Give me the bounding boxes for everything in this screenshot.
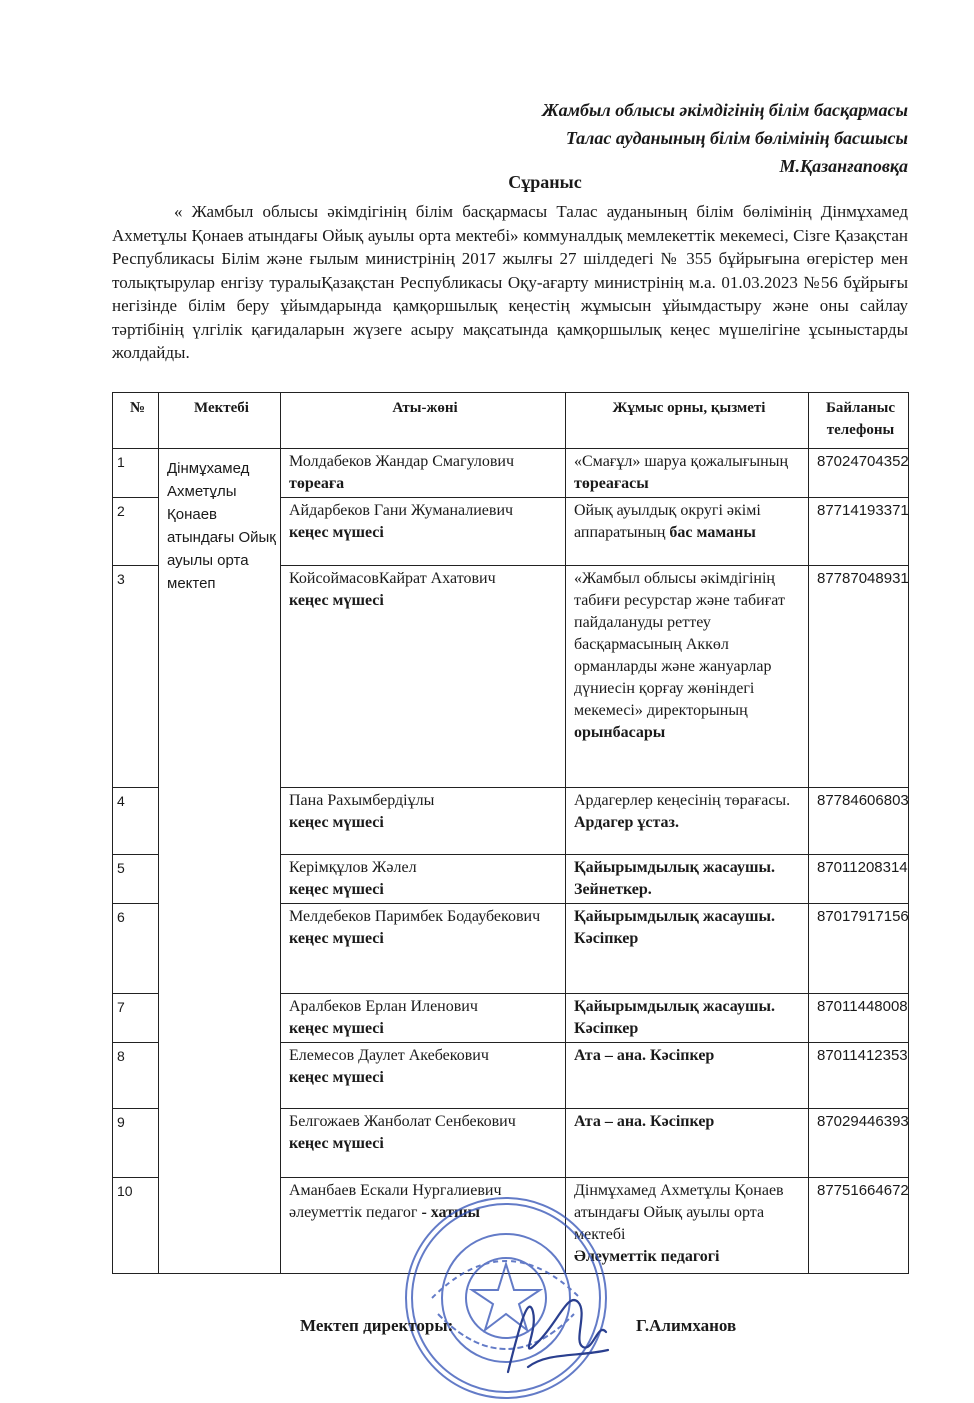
member-cell <box>281 498 566 566</box>
header-name: Аты-жөні <box>281 393 566 449</box>
member-name: Молдабеков Жандар Смагулович <box>289 453 515 470</box>
member-role: кеңес мүшесі <box>289 814 384 831</box>
member-cell <box>281 855 566 904</box>
director-label: Мектеп директоры: <box>300 1316 454 1335</box>
work-bold: Қайырымдылық жасаушы. Кәсіпкер <box>574 998 775 1037</box>
member-name: Мелдебеков Паримбек Бодаубекович <box>289 908 541 925</box>
header-phone: Байланыс телефоны <box>809 393 909 449</box>
work-cell <box>566 1109 809 1178</box>
row-number: 5 <box>113 855 159 904</box>
phone-cell: 87017917156 <box>809 904 909 994</box>
row-number: 7 <box>113 994 159 1043</box>
work-cell <box>566 904 809 994</box>
phone-cell: 87787048931 <box>809 566 909 788</box>
document-title: Сұраныс <box>508 172 582 192</box>
work-text: «Жамбыл облысы әкімдігінің табиғи ресурстар және табиғат пайдалануды реттеу басқармасының Аккөл орманларды және жануарлар дүниесін қорғау жөніндегі мекемесі» директорының <box>574 570 785 719</box>
row-number: 9 <box>113 1109 159 1178</box>
work-bold: төреағасы <box>574 475 649 492</box>
work-bold: Ардагер ұстаз. <box>574 814 679 831</box>
phone-cell: 87029446393 <box>809 1109 909 1178</box>
work-cell <box>566 449 809 498</box>
phone-cell: 87784606803 <box>809 788 909 855</box>
member-role: кеңес мүшесі <box>289 592 384 609</box>
work-bold: Әлеуметтік педагогі <box>574 1248 720 1265</box>
member-name: Аманбаев Ескали Нургалиевич әлеуметтік педагог <box>289 1182 502 1221</box>
addressee-line-2: Талас ауданының білім бөлімінің басшысы <box>565 128 908 148</box>
row-number: 8 <box>113 1043 159 1109</box>
work-bold: бас маманы <box>669 524 756 541</box>
work-cell <box>566 1043 809 1109</box>
phone-cell: 87011412353 <box>809 1043 909 1109</box>
work-text: Дінмұхамед Ахметұлы Қонаев атындағы Ойық ауылы орта мектебі <box>574 1182 784 1243</box>
member-cell <box>281 994 566 1043</box>
phone-cell: 87011448008 <box>809 994 909 1043</box>
phone-cell: 87751664672 <box>809 1178 909 1274</box>
handwritten-signature-icon <box>488 1272 618 1382</box>
work-bold: Қайырымдылық жасаушы. Зейнеткер. <box>574 859 775 898</box>
member-cell <box>281 788 566 855</box>
row-number: 10 <box>113 1178 159 1274</box>
row-number: 3 <box>113 566 159 788</box>
header-workplace: Жұмыс орны, қызметі <box>566 393 809 449</box>
work-text: Ардагерлер кеңесінің төрағасы. <box>574 792 791 809</box>
table-header-row <box>113 393 909 449</box>
phone-cell: 87024704352 <box>809 449 909 498</box>
member-role: төреаға <box>289 475 345 492</box>
member-cell <box>281 1109 566 1178</box>
member-role: кеңес мүшесі <box>289 881 384 898</box>
member-name: КойсоймасовКайрат Ахатович <box>289 570 496 587</box>
work-cell <box>566 855 809 904</box>
members-table <box>112 392 909 1274</box>
member-name: Айдарбеков Гани Жуманалиевич <box>289 502 514 519</box>
header-number: № <box>113 393 159 449</box>
table-row <box>113 449 909 498</box>
work-cell <box>566 994 809 1043</box>
row-number: 6 <box>113 904 159 994</box>
member-name: Аралбеков Ерлан Иленович <box>289 998 478 1015</box>
work-cell <box>566 498 809 566</box>
member-name: Керімқұлов Жәлел <box>289 859 417 876</box>
school-cell: Дінмұхамед Ахметұлы Қонаев атындағы Ойық ауылы орта мектеп <box>159 449 281 1274</box>
member-name: Елемесов Даулет Акебекович <box>289 1047 489 1064</box>
document-body: « Жамбыл облысы әкімдігінің білім басқармасы Талас ауданының білім бөлімінің Дінмұхамед Ахметұлы Қонаев атындағы Ойық ауылы орта мектебі» коммуналдық мемлекеттік мекемесі, Сізге Қазақстан Республикасы Білім және ғылым министрінің 2017 жылғы 27 шілдедегі № 355 бұйрығына өгерістер мен толықтырулар енгізу туралыҚазақстан Республикасы Оқу-ағарту министрінің м.а. 01.03.2023 №56 бұйрығы негізінде білім беру ұйымдарында қамқоршылық кеңестің жұмысын ұйымдастыру және оны сайлау тәртібінің үлгілік қағидаларын жүзеге асыру мақсатында қамқоршылық кеңес мүшелігіне ұсыныстарды жолдайды. <box>112 202 908 362</box>
member-role: кеңес мүшесі <box>289 1069 384 1086</box>
work-cell <box>566 566 809 788</box>
member-cell <box>281 1043 566 1109</box>
addressee-block <box>308 96 908 180</box>
addressee-line-3: М.Қазанғаповқа <box>779 156 908 176</box>
member-role: кеңес мүшесі <box>289 930 384 947</box>
addressee-line-1: Жамбыл облысы әкімдігінің білім басқармасы <box>542 100 908 120</box>
work-bold: Ата – ана. Кәсіпкер <box>574 1113 715 1130</box>
work-text: Ойық ауылдық округі әкімі аппаратының <box>574 502 761 541</box>
header-school: Мектебі <box>159 393 281 449</box>
phone-cell: 87011208314 <box>809 855 909 904</box>
member-cell <box>281 566 566 788</box>
member-role: - хатшы <box>421 1204 480 1221</box>
member-name: Белгожаев Жанболат Сенбекович <box>289 1113 516 1130</box>
row-number: 1 <box>113 449 159 498</box>
member-role: кеңес мүшесі <box>289 1020 384 1037</box>
work-text: «Смағұл» шаруа қожалығының <box>574 453 789 470</box>
work-cell <box>566 788 809 855</box>
work-bold: Ата – ана. Кәсіпкер <box>574 1047 715 1064</box>
phone-cell: 87714193371 <box>809 498 909 566</box>
work-bold: Қайырымдылық жасаушы. Кәсіпкер <box>574 908 775 947</box>
work-bold: орынбасары <box>574 724 666 741</box>
member-role: кеңес мүшесі <box>289 1135 384 1152</box>
member-cell <box>281 449 566 498</box>
row-number: 4 <box>113 788 159 855</box>
member-name: Пана Рахымбердіұлы <box>289 792 435 809</box>
member-role: кеңес мүшесі <box>289 524 384 541</box>
director-name: Г.Алимханов <box>636 1316 737 1335</box>
member-cell <box>281 904 566 994</box>
row-number: 2 <box>113 498 159 566</box>
